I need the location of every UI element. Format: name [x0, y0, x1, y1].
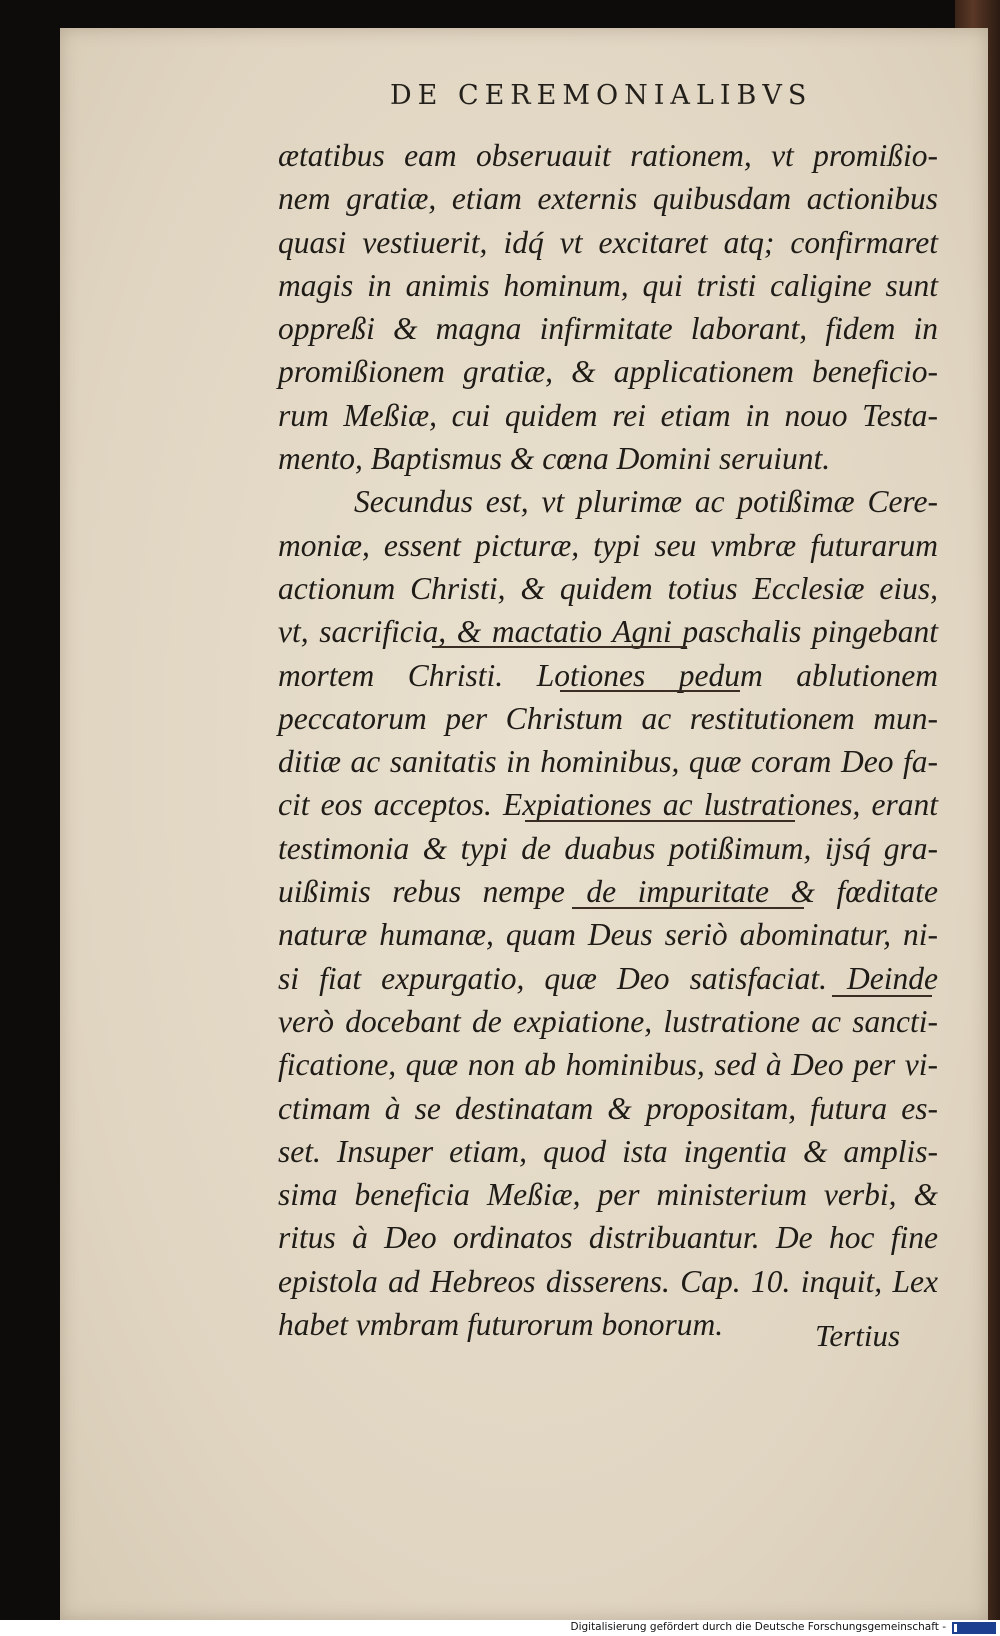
- dfg-logo: [952, 1622, 996, 1634]
- text-line: oppreßi & magna infirmitate laborant, fidem in: [278, 311, 938, 347]
- text-line: habet vmbram futurorum bonorum.: [278, 1307, 724, 1343]
- text-line: si fiat expurgatio, quæ Deo satisfaciat. Deinde: [278, 960, 938, 996]
- text-line: naturæ humanæ, quam Deus seriò abominatur, ni-: [278, 917, 938, 953]
- pen-underline: [525, 820, 795, 822]
- text-line: ritus à Deo ordinatos distribuantur. De hoc fine: [278, 1220, 938, 1256]
- text-line: Secundus est, vt plurimæ ac potißimæ Cere-: [354, 484, 938, 520]
- text-line: ctimam à se destinatam & propositam, futura es-: [278, 1090, 938, 1126]
- running-head: DE CEREMONIALIBVS: [390, 80, 813, 111]
- text-line: verò docebant de expiatione, lustratione ac sancti-: [278, 1003, 938, 1039]
- text-line: uißimis rebus nempe de impuritate & fœditate: [278, 874, 938, 910]
- pen-underline: [560, 690, 740, 692]
- text-line: cit eos acceptos. Expiationes ac lustrationes, erant: [278, 787, 938, 823]
- text-line: ætatibus eam obseruauit rationem, vt promißio-: [278, 138, 938, 173]
- text-line: sima beneficia Meßiæ, per ministerium verbi, &: [278, 1177, 938, 1213]
- text-line: epistola ad Hebreos disserens. Cap. 10. inquit, Lex: [278, 1263, 938, 1299]
- text-line: ditiæ ac sanitatis in hominibus, quæ coram Deo fa-: [278, 744, 938, 780]
- text-line: promißionem gratiæ, & applicationem beneficio-: [278, 354, 938, 390]
- text-line: vt, sacrificia, & mactatio Agni paschalis pingebant: [278, 614, 938, 650]
- text-line: rum Meßiæ, cui quidem rei etiam in nouo Testa-: [278, 397, 938, 433]
- text-line: quasi vestiuerit, idq́ vt excitaret atq; confirmaret: [278, 224, 938, 260]
- pen-underline: [432, 646, 687, 648]
- text-line: mortem Christi. Lotiones pedum ablutionem: [278, 657, 938, 693]
- text-line: set. Insuper etiam, quod ista ingentia & amplis-: [278, 1133, 938, 1169]
- pen-underline: [832, 995, 932, 997]
- text-line: mento, Baptismus & cœna Domini seruiunt.: [278, 441, 831, 477]
- text-line: ficatione, quæ non ab hominibus, sed à Deo per vi-: [278, 1047, 938, 1083]
- text-line: moniæ, essent picturæ, typi seu vmbræ futurarum: [278, 527, 938, 563]
- text-line: magis in animis hominum, qui tristi caligine sunt: [278, 267, 938, 303]
- funding-notice: Digitalisierung gefördert durch die Deutsche Forschungsgemeinschaft -: [570, 1621, 946, 1633]
- text-line: actionum Christi, & quidem totius Ecclesiæ eius,: [278, 570, 938, 606]
- catchword: Tertius: [815, 1318, 901, 1353]
- text-line: peccatorum per Christum ac restitutionem mun-: [278, 700, 938, 736]
- text-line: testimonia & typi de duabus potißimum, ijsq́ gra-: [278, 830, 938, 866]
- pen-underline: [572, 907, 804, 909]
- text-line: nem gratiæ, etiam externis quibusdam actionibus: [278, 181, 938, 217]
- body-text: [278, 134, 938, 1346]
